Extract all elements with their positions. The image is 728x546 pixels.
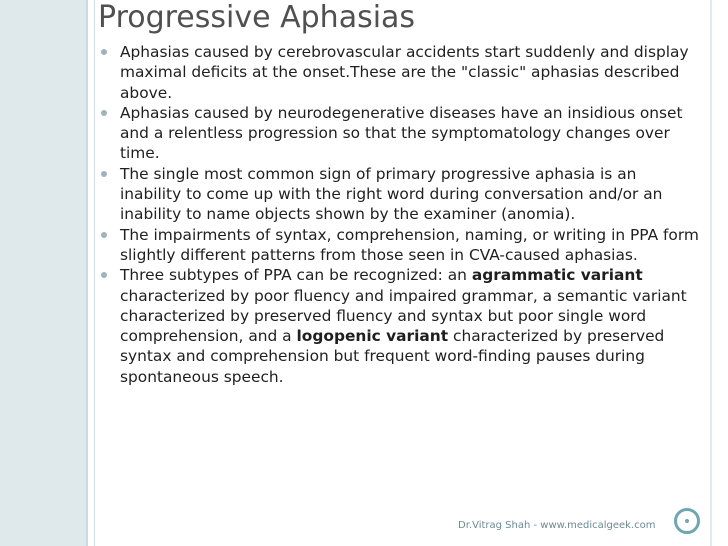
right-decor-line <box>710 0 712 546</box>
bullet-text-bold: agrammatic variant <box>471 266 643 285</box>
circle-bullet-icon <box>101 272 107 278</box>
left-decor-edge <box>86 0 88 546</box>
bullet-text-bold: logopenic variant <box>296 327 449 346</box>
bullet-item <box>98 164 702 225</box>
bullet-text: The impairments of syntax, comprehension, naming, or writing in PPA form slightly different patterns from those seen in CVA-caused aphasias. <box>120 225 699 264</box>
circle-bullet-icon <box>101 232 107 238</box>
left-decor-line <box>94 0 95 546</box>
bullet-text: Aphasias caused by neurodegenerative diseases have an insidious onset and a relentless progression so that the symptomatology changes over time. <box>120 103 683 163</box>
slide-title: Progressive Aphasias <box>98 0 416 35</box>
left-decor-band <box>0 0 86 546</box>
bullet-text: Three subtypes of PPA can be recognized: an <box>120 266 472 285</box>
bullet-item <box>98 225 702 266</box>
bullet-item <box>98 103 702 164</box>
slide-content <box>98 0 710 546</box>
bullet-text: characterized by preserved syntax and comprehension but frequent word-finding pauses during spontaneous speech. <box>120 327 665 386</box>
ring-icon <box>674 508 700 534</box>
circle-bullet-icon <box>101 110 107 116</box>
circle-bullet-icon <box>101 171 107 177</box>
circle-bullet-icon <box>101 49 107 55</box>
bullet-text: The single most common sign of primary progressive aphasia is an inability to come up with the right word during conversation and/or an inability to name objects shown by the examiner (anomia). <box>120 164 663 224</box>
slide-footer: Dr.Vitrag Shah - www.medicalgeek.com <box>458 520 656 531</box>
bullet-item <box>98 265 702 387</box>
bullet-text: characterized by poor fluency and impaired grammar, a semantic variant characterized by preserved fluency and syntax but poor single word comprehension, and a <box>120 286 687 346</box>
bullet-list <box>98 42 702 387</box>
bullet-item <box>98 42 702 103</box>
ring-dot <box>685 519 689 523</box>
bullet-text: Aphasias caused by cerebrovascular accidents start suddenly and display maximal deficits at the onset.These are the "classic" aphasias described above. <box>120 43 689 102</box>
